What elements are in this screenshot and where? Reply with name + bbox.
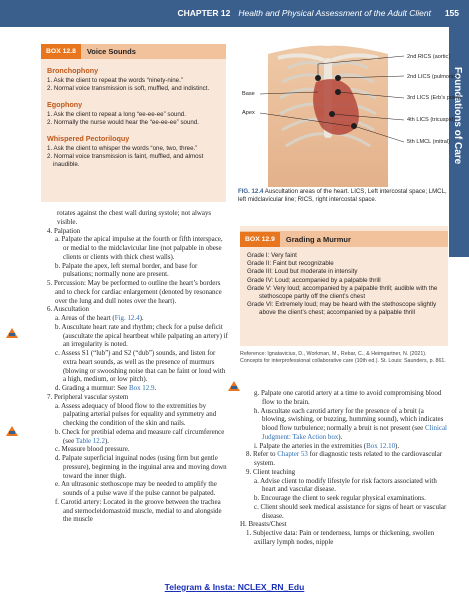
grade-item: Grade I: Very faint [247,252,297,259]
box-link[interactable]: Box 12.10 [366,441,396,450]
list-item-text: b. Check for pretibial edema and measure calf circumference (see [55,427,225,445]
list-item: 7. Peripheral vascular system [47,392,129,401]
box-title: Grading a Murmur [285,234,351,244]
box-list-item: 2. Normally the nurse would hear the “ee-ee-ee” sound. [47,119,200,126]
right-text-column [240,389,448,547]
list-item: a. Advise client to modify lifestyle for risk factors associated with heart and vascular disease. [254,476,437,494]
list-item-text: a. Areas of the heart ( [55,314,115,322]
list-item: d. Palpate superficial inguinal nodes (using firm but gentle pressure), beginning in the inguinal area and moving down toward the inner thigh. [55,454,227,480]
section-side-tab [449,27,469,257]
box-voice-sounds [41,44,226,202]
list-item-tail: for diagnostic tests related to the cardiovascular system. [254,450,443,467]
label-tricuspid: 4th LICS (tricuspid) [407,117,455,123]
list-item: c. Assess S1 (“lub”) and S2 (“dub”) sounds, and listen for extra heart sounds, as well as the presence of murmurs (blowing or swooshing noise that can be faint or loud with a high, medium, or low pitch). [55,349,226,384]
chapter-title: Health and Physical Assessment of the Adult Client [238,8,431,18]
list-item: b. Palpate the apex, left sternal border, and base for pulsations; normally none are present. [55,261,198,279]
box-title: Voice Sounds [86,47,136,56]
closing-paren: ). [338,432,343,441]
list-item-text: d. Grading a murmur: See [55,384,129,392]
closing-paren: ). [104,436,110,445]
fig-link[interactable]: Fig. 12.4 [114,314,140,322]
chest-illustration [238,44,451,187]
box-link[interactable]: Box 12.9 [128,384,155,392]
body-line: rotates against the chest wall during systole; not always visible. [57,209,212,226]
list-item: g. Palpate one carotid artery at a time to avoid compromising blood flow to the brain. [254,389,442,406]
page-header [0,0,469,27]
box-list-item: 1. Ask the client to whisper the words “one, two, three.” [47,145,198,152]
nclex-marker-icon [6,328,18,338]
figure-caption [238,188,448,204]
list-item: a. Assess adequacy of blood flow to the extremities by palpating arterial pulses for equality and symmetry and checking the condition of the skin and nails. [55,401,217,427]
list-item: 1. Subjective data: Pain or tenderness, lumps or thickening, swollen axillary lymph nodes, nipple [246,529,435,546]
box-list-item: 2. Normal voice transmission is soft, muffled, and indistinct. [47,85,210,92]
label-pulmonic: 2nd LICS (pulmonic) [407,74,458,80]
list-item-text: 8. Refer to [246,450,278,459]
running-head [177,8,431,18]
figure-number: FIG. 12.4 [238,188,264,195]
box-list-item: 1. Ask the client to repeat the words “ninety-nine.” [47,77,183,84]
grade-item: Grade V: Very loud; accompanied by a palpable thrill; audible with the stethoscope partly off the client’s chest [247,284,438,301]
list-item-text: i. Palpate the arteries in the extremities ( [254,441,367,450]
list-item: f. Carotid artery: Located in the groove between the trachea and sternocleidomastoid muscle, medial to and alongside the muscle [55,497,222,524]
clinical-judgment-link[interactable]: Clinical Judgment: Take Action box [262,424,447,441]
list-item: c. Client should seek medical assistance for signs of heart or vascular disease. [254,502,447,520]
list-item: c. Measure blood pressure. [55,445,130,454]
box-grading-murmur [240,226,448,346]
period: . [154,384,157,392]
list-item: 9. Client teaching [246,467,296,476]
label-mitral: 5th LMCL (mitral) [407,139,450,145]
page-number: 155 [444,8,459,18]
list-item: b. Encourage the client to seek regular physical examinations. [254,494,426,502]
table-link[interactable]: Table 12.2 [75,436,105,445]
list-item [240,442,448,451]
footer-watermark[interactable]: Telegram & Insta: NCLEX_RN_Edu [164,582,305,592]
box-reference: Reference: Ignatavicius, D., Workman, M., Rebar, C., & Heimgartner, N. (2021). Concepts for interprofessional collaborative care (10th ed.). St. Louis: Saunders, p. 861. [240,351,446,365]
label-erbs-point: 3rd LICS (Erb’s point) [407,95,461,101]
caption-text: Auscultation areas of the heart. LICS, Left intercostal space; LMCL, left midclavicular line; RICS, right intercostal space. [238,188,447,203]
list-item: b. Auscultate heart rate and rhythm; check for a pulse deficit (auscultate the apical heartbeat while palpating an artery) if an irregularity is noted. [55,322,228,349]
nclex-marker-icon [6,426,18,436]
grade-item: Grade II: Faint but recognizable [247,260,334,268]
box-title-bar [41,44,226,59]
box-subheading: Egophony [47,100,83,109]
box-subheading: Bronchophony [47,66,99,75]
box-tag: BOX 12.8 [41,44,81,59]
chapter-number: CHAPTER 12 [177,8,231,18]
closing-paren: ). [395,441,400,450]
grade-item: Grade III: Loud but moderate in intensity [247,268,358,276]
list-item: a. Palpate the apical impulse at the fourth or fifth interspace, or medial to the midclavicular line (not palpable in obese clients or clients with thick chest walls). [55,235,223,261]
closing-paren: ). [139,314,144,322]
nclex-marker-icon [228,381,240,391]
label-aortic: 2nd RICS (aortic) [407,54,451,60]
label-base: Base [242,91,255,97]
list-item [240,407,448,442]
list-item: 4. Palpation [47,226,81,235]
label-apex: Apex [242,110,255,116]
box-tag: BOX 12.9 [240,232,280,247]
list-item: 5. Percussion: May be performed to outline the heart’s borders and to check for cardiac enlargement (denoted by resonance over the lung and dull notes over the heart). [47,279,222,305]
list-item: 6. Auscultation [47,305,90,314]
box-title-bar [240,231,448,247]
section-heading: H. Breasts/Chest [240,520,287,529]
chapter-link[interactable]: Chapter 53 [277,450,308,459]
list-item [41,384,229,393]
list-item [41,314,229,323]
box-list-item: 1. Ask the client to repeat a long “ee-ee-ee” sound. [47,111,186,118]
grade-item: Grade VI: Extremely loud; may be heard with the stethoscope slightly above the client’s chest; accompanied by a palpable thrill [247,301,437,317]
box-subheading: Whispered Pectoriloquy [47,134,130,143]
grade-item: Grade IV: Loud; accompanied by a palpable thrill [247,276,381,284]
list-item: e. An ultrasonic stethoscope may be needed to amplify the sounds of a pulse wave if the pulse cannot be palpated. [55,480,217,497]
box-list-item: 2. Normal voice transmission is faint, muffled, and almost inaudible. [47,153,204,168]
list-item [240,450,448,468]
list-item-text: h. Auscultate each carotid artery for the presence of a bruit (a blowing, swishing, or buzzing, humming sound), which indicates blood flow turbulence; normally a bruit is not present (see [254,406,444,432]
side-tab-label: Foundations of Care [452,67,463,165]
list-item [41,428,229,446]
left-text-column [41,209,229,524]
